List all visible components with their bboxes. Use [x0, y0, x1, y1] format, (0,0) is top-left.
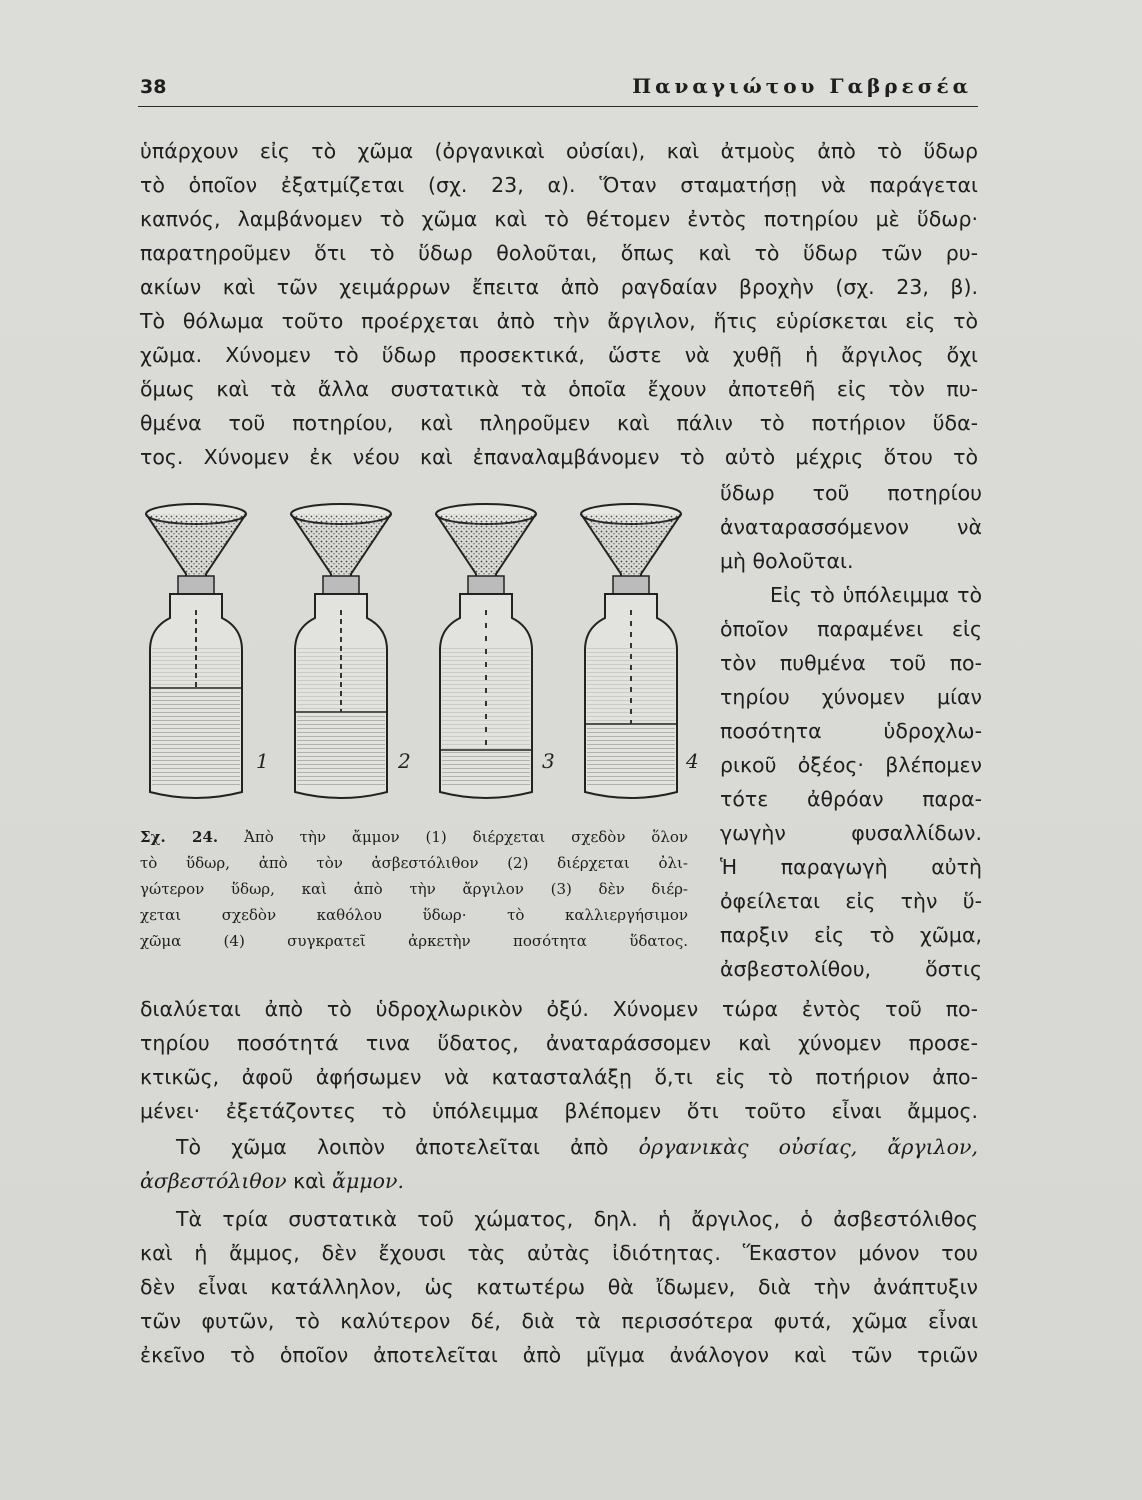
- figure-caption-line: χεται σχεδὸν καθόλου ὕδωρ· τὸ καλλιεργήσιμον: [140, 906, 688, 924]
- summary-line: [176, 1134, 978, 1160]
- text-line: ὕδωρ τοῦ ποτηρίου: [720, 481, 982, 505]
- text-line: τὸν πυθμένα τοῦ πο-: [720, 651, 982, 675]
- text-line: καπνός, λαμβάνομεν τὸ χῶμα καὶ τὸ θέτομεν ἐντὸς ποτηρίου μὲ ὕδωρ·: [140, 207, 978, 231]
- text-line: ακίων καὶ τῶν χειμάρρων ἔπειτα ἀπὸ ραγδαίαν βροχὴν (σχ. 23, β).: [140, 275, 978, 299]
- text-line: θμένα τοῦ ποτηρίου, καὶ πληροῦμεν καὶ πάλιν τὸ ποτήριον ὕδα-: [140, 411, 978, 435]
- apparatus-1: [146, 504, 246, 798]
- text-line: ὀφείλεται εἰς τὴν ὕ-: [720, 889, 982, 913]
- text-line: Τὸ θόλωμα τοῦτο προέρχεται ἀπὸ τὴν ἄργιλον, ἥτις εὑρίσκεται εἰς τὸ: [140, 309, 978, 333]
- text-line: τότε ἀθρόαν παρα-: [720, 787, 982, 811]
- text-line: Ἡ παραγωγὴ αὐτὴ: [720, 855, 982, 879]
- figure-label-2: 2: [398, 749, 411, 773]
- text-line: Τὰ τρία συστατικὰ τοῦ χώματος, δηλ. ἡ ἄργιλος, ὁ ἀσβεστόλιθος: [176, 1207, 978, 1231]
- text-line: καὶ ἡ ἄμμος, δὲν ἔχουσι τὰς αὐτὰς ἰδιότητας. Ἕκαστον μόνον του: [140, 1241, 978, 1265]
- figure-caption-label: Σχ. 24.: [140, 828, 219, 846]
- text-line: γωγὴν φυσαλλίδων.: [720, 821, 982, 845]
- text-line: ὑπάρχουν εἰς τὸ χῶμα (ὀργανικαὶ οὐσίαι), καὶ ἀτμοὺς ἀπὸ τὸ ὕδωρ: [140, 139, 978, 163]
- text-line: τῶν φυτῶν, τὸ καλύτερον δέ, διὰ τὰ περισσότερα φυτά, χῶμα εἶναι: [140, 1309, 978, 1333]
- text-line: Εἰς τὸ ὑπόλειμμα τὸ: [770, 583, 982, 607]
- figure-caption-line: χῶμα (4) συγκρατεῖ ἀρκετὴν ποσότητα ὕδατος.: [140, 932, 688, 950]
- text-line: μένει· ἐξετάζοντες τὸ ὑπόλειμμα βλέπομεν ὅτι τοῦτο εἶναι ἄμμος.: [140, 1099, 978, 1123]
- text-line: παρξιν εἰς τὸ χῶμα,: [720, 923, 982, 947]
- figure-caption-line: τὸ ὕδωρ, ἀπὸ τὸν ἀσβεστόλιθον (2) διέρχεται ὀλι-: [140, 854, 688, 872]
- text-line: ἐκεῖνο τὸ ὁποῖον ἀποτελεῖται ἀπὸ μῖγμα ἀνάλογον καὶ τῶν τριῶν: [140, 1343, 978, 1367]
- text-line: παρατηροῦμεν ὅτι τὸ ὕδωρ θολοῦται, ὅπως καὶ τὸ ὕδωρ τῶν ρυ-: [140, 241, 978, 265]
- summary-sand: ἄμμον.: [332, 1169, 404, 1193]
- text-line: τηρίου χύνομεν μίαν: [720, 685, 982, 709]
- apparatus-2: [291, 504, 391, 798]
- text-line: τος. Χύνομεν ἐκ νέου καὶ ἐπαναλαμβάνομεν τὸ αὐτὸ μέχρις ὅτου τὸ: [140, 445, 978, 469]
- text-line: ὁποῖον παραμένει εἰς: [720, 617, 982, 641]
- page-header: [138, 72, 978, 107]
- figure-caption-line: [140, 824, 688, 850]
- text-line: τηρίου ποσότητά τινα ὕδατος, ἀναταράσσομεν καὶ χύνομεν προσε-: [140, 1031, 978, 1055]
- summary-line-2: [140, 1168, 978, 1194]
- figure-caption-line: γώτερον ὕδωρ, καὶ ἀπὸ τὴν ἄργιλον (3) δὲν διέρ-: [140, 880, 688, 898]
- text-line: ἀσβεστολίθου, ὅστις: [720, 957, 982, 981]
- summary-lead: Τὸ χῶμα λοιπὸν ἀποτελεῖται ἀπὸ: [176, 1135, 609, 1159]
- text-line: μὴ θολοῦται.: [720, 549, 854, 573]
- page-number: 38: [140, 76, 167, 98]
- text-line: τὸ ὁποῖον ἐξατμίζεται (σχ. 23, α). Ὅταν σταματήσῃ νὰ παράγεται: [140, 173, 978, 197]
- text-line: ἀναταρασσόμενον νὰ: [720, 515, 982, 539]
- text-line: δὲν εἶναι κατάλληλον, ὡς κατωτέρω θὰ ἴδωμεν, διὰ τὴν ἀνάπτυξιν: [140, 1275, 978, 1299]
- text-line: κτικῶς, ἀφοῦ ἀφήσωμεν νὰ κατασταλάξῃ ὅ,τι εἰς τὸ ποτήριον ἀπο-: [140, 1065, 978, 1089]
- text-line: διαλύεται ἀπὸ τὸ ὑδροχλωρικὸν ὀξύ. Χύνομεν τώρα ἐντὸς τοῦ πο-: [140, 997, 978, 1021]
- text-line: ποσότητα ὑδροχλω-: [720, 719, 982, 743]
- figure-label-3: 3: [542, 749, 555, 773]
- figure-label-1: 1: [256, 749, 269, 773]
- summary-and: καὶ: [293, 1169, 326, 1193]
- summary-items: ὀργανικὰς οὐσίας, ἄργιλον,: [638, 1135, 978, 1159]
- figure-label-4: 4: [686, 749, 699, 773]
- text-line: ρικοῦ ὀξέος· βλέπομεν: [720, 753, 982, 777]
- funnel-bottles-illustration: [140, 500, 720, 820]
- text-line: χῶμα. Χύνομεν τὸ ὕδωρ προσεκτικά, ὥστε νὰ χυθῇ ἡ ἄργιλος ὄχι: [140, 343, 978, 367]
- apparatus-3: [436, 504, 536, 798]
- text-line: ὅμως καὶ τὰ ἄλλα συστατικὰ τὰ ὁποῖα ἔχουν ἀποτεθῆ εἰς τὸν πυ-: [140, 377, 978, 401]
- running-head: Παναγιώτου Γαβρεσέα: [632, 74, 972, 98]
- figure-caption-text: Ἀπὸ τὴν ἄμμον (1) διέρχεται σχεδὸν ὅλον: [244, 828, 688, 846]
- summary-limestone: ἀσβεστόλιθον: [140, 1169, 287, 1193]
- apparatus-4: [581, 504, 681, 798]
